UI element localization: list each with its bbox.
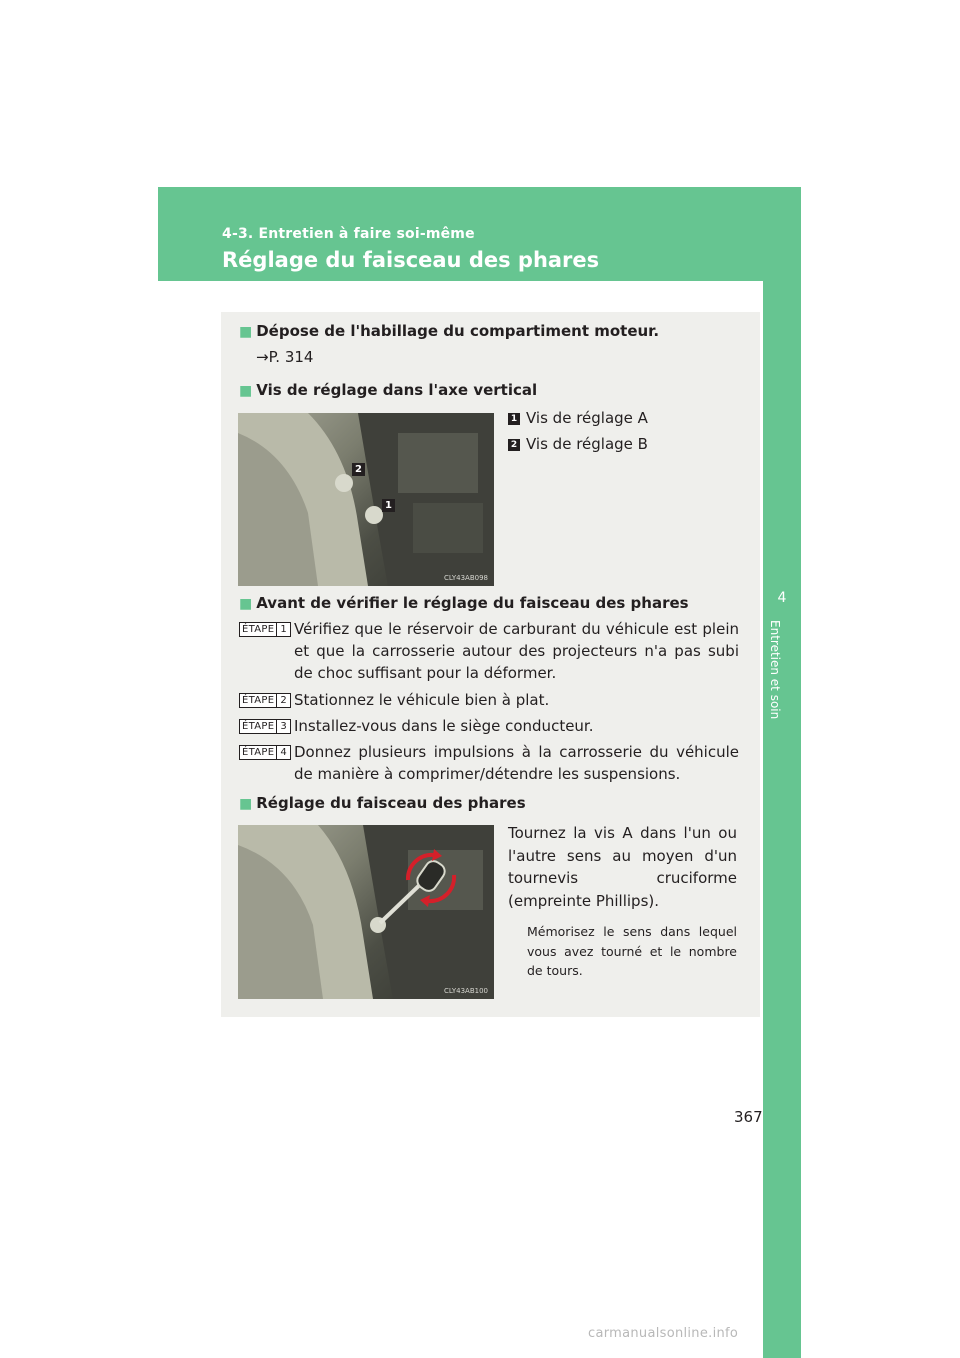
note-text: Mémorisez le sens dans lequel vous avez tourné et le nombre de tours. [527, 924, 737, 978]
legend-item-screw-b: 2 Vis de réglage B [508, 435, 648, 453]
heading-before-check: ■ Avant de vérifier le réglage du faisceau des phares [239, 594, 689, 612]
step-1: ÉTAPE 1 Vérifiez que le réservoir de carburant du véhicule est plein et que la carrosserie autour des projecteurs n'a pas subi de choc suffisant pour la déformer. [239, 618, 739, 684]
photo-code: CLY43AB098 [444, 574, 488, 582]
legend-item-screw-a: 1 Vis de réglage A [508, 409, 648, 427]
step-tag: ÉTAPE 2 [239, 693, 291, 708]
page-title: Réglage du faisceau des phares [222, 248, 600, 272]
screwdriver-illustration [238, 825, 494, 999]
legend-badge: 2 [508, 439, 520, 451]
chapter-number: 4 [777, 590, 787, 606]
engine-photo-turning-screw [238, 825, 494, 999]
step-3: ÉTAPE 3 Installez-vous dans le siège conducteur. [239, 715, 739, 737]
photo-code: CLY43AB100 [444, 987, 488, 995]
legend-badge: 1 [508, 413, 520, 425]
chapter-title: Entretien et soin [768, 620, 782, 720]
chapter-side-tab [763, 187, 801, 1358]
step-2: ÉTAPE 2 Stationnez le véhicule bien à plat. [239, 689, 739, 711]
step-tag: ÉTAPE 3 [239, 719, 291, 734]
engine-photo-adjustment-screws [238, 413, 494, 586]
bullet-square-icon: ■ [239, 796, 253, 812]
callout-badge-2: 2 [352, 463, 365, 476]
heading-remove-cover: ■ Dépose de l'habillage du compartiment moteur. [239, 322, 660, 340]
section-label: 4-3. Entretien à faire soi-même [222, 226, 475, 242]
bullet-square-icon: ■ [239, 383, 253, 399]
heading-beam-adjustment: ■ Réglage du faisceau des phares [239, 794, 526, 812]
step-tag: ÉTAPE 4 [239, 745, 291, 760]
heading-vertical-screws: ■ Vis de réglage dans l'axe vertical [239, 381, 538, 399]
step-tag: ÉTAPE 1 [239, 622, 291, 637]
page-number: 367 [734, 1108, 763, 1126]
bullet-square-icon: ■ [239, 324, 253, 340]
bullet-square-icon: ■ [239, 596, 253, 612]
page-reference-link[interactable]: →P. 314 [256, 348, 314, 366]
step-4: ÉTAPE 4 Donnez plusieurs impulsions à la carrosserie du véhicule de manière à comprimer/détendre les suspensions. [239, 741, 739, 785]
callout-badge-1: 1 [382, 499, 395, 512]
instruction-text: Tournez la vis A dans l'un ou l'autre sens au moyen d'un tournevis cruciforme (empreinte Phillips). [508, 824, 737, 910]
watermark: carmanualsonline.info [588, 1326, 739, 1341]
headlight-engine-illustration [238, 413, 494, 586]
